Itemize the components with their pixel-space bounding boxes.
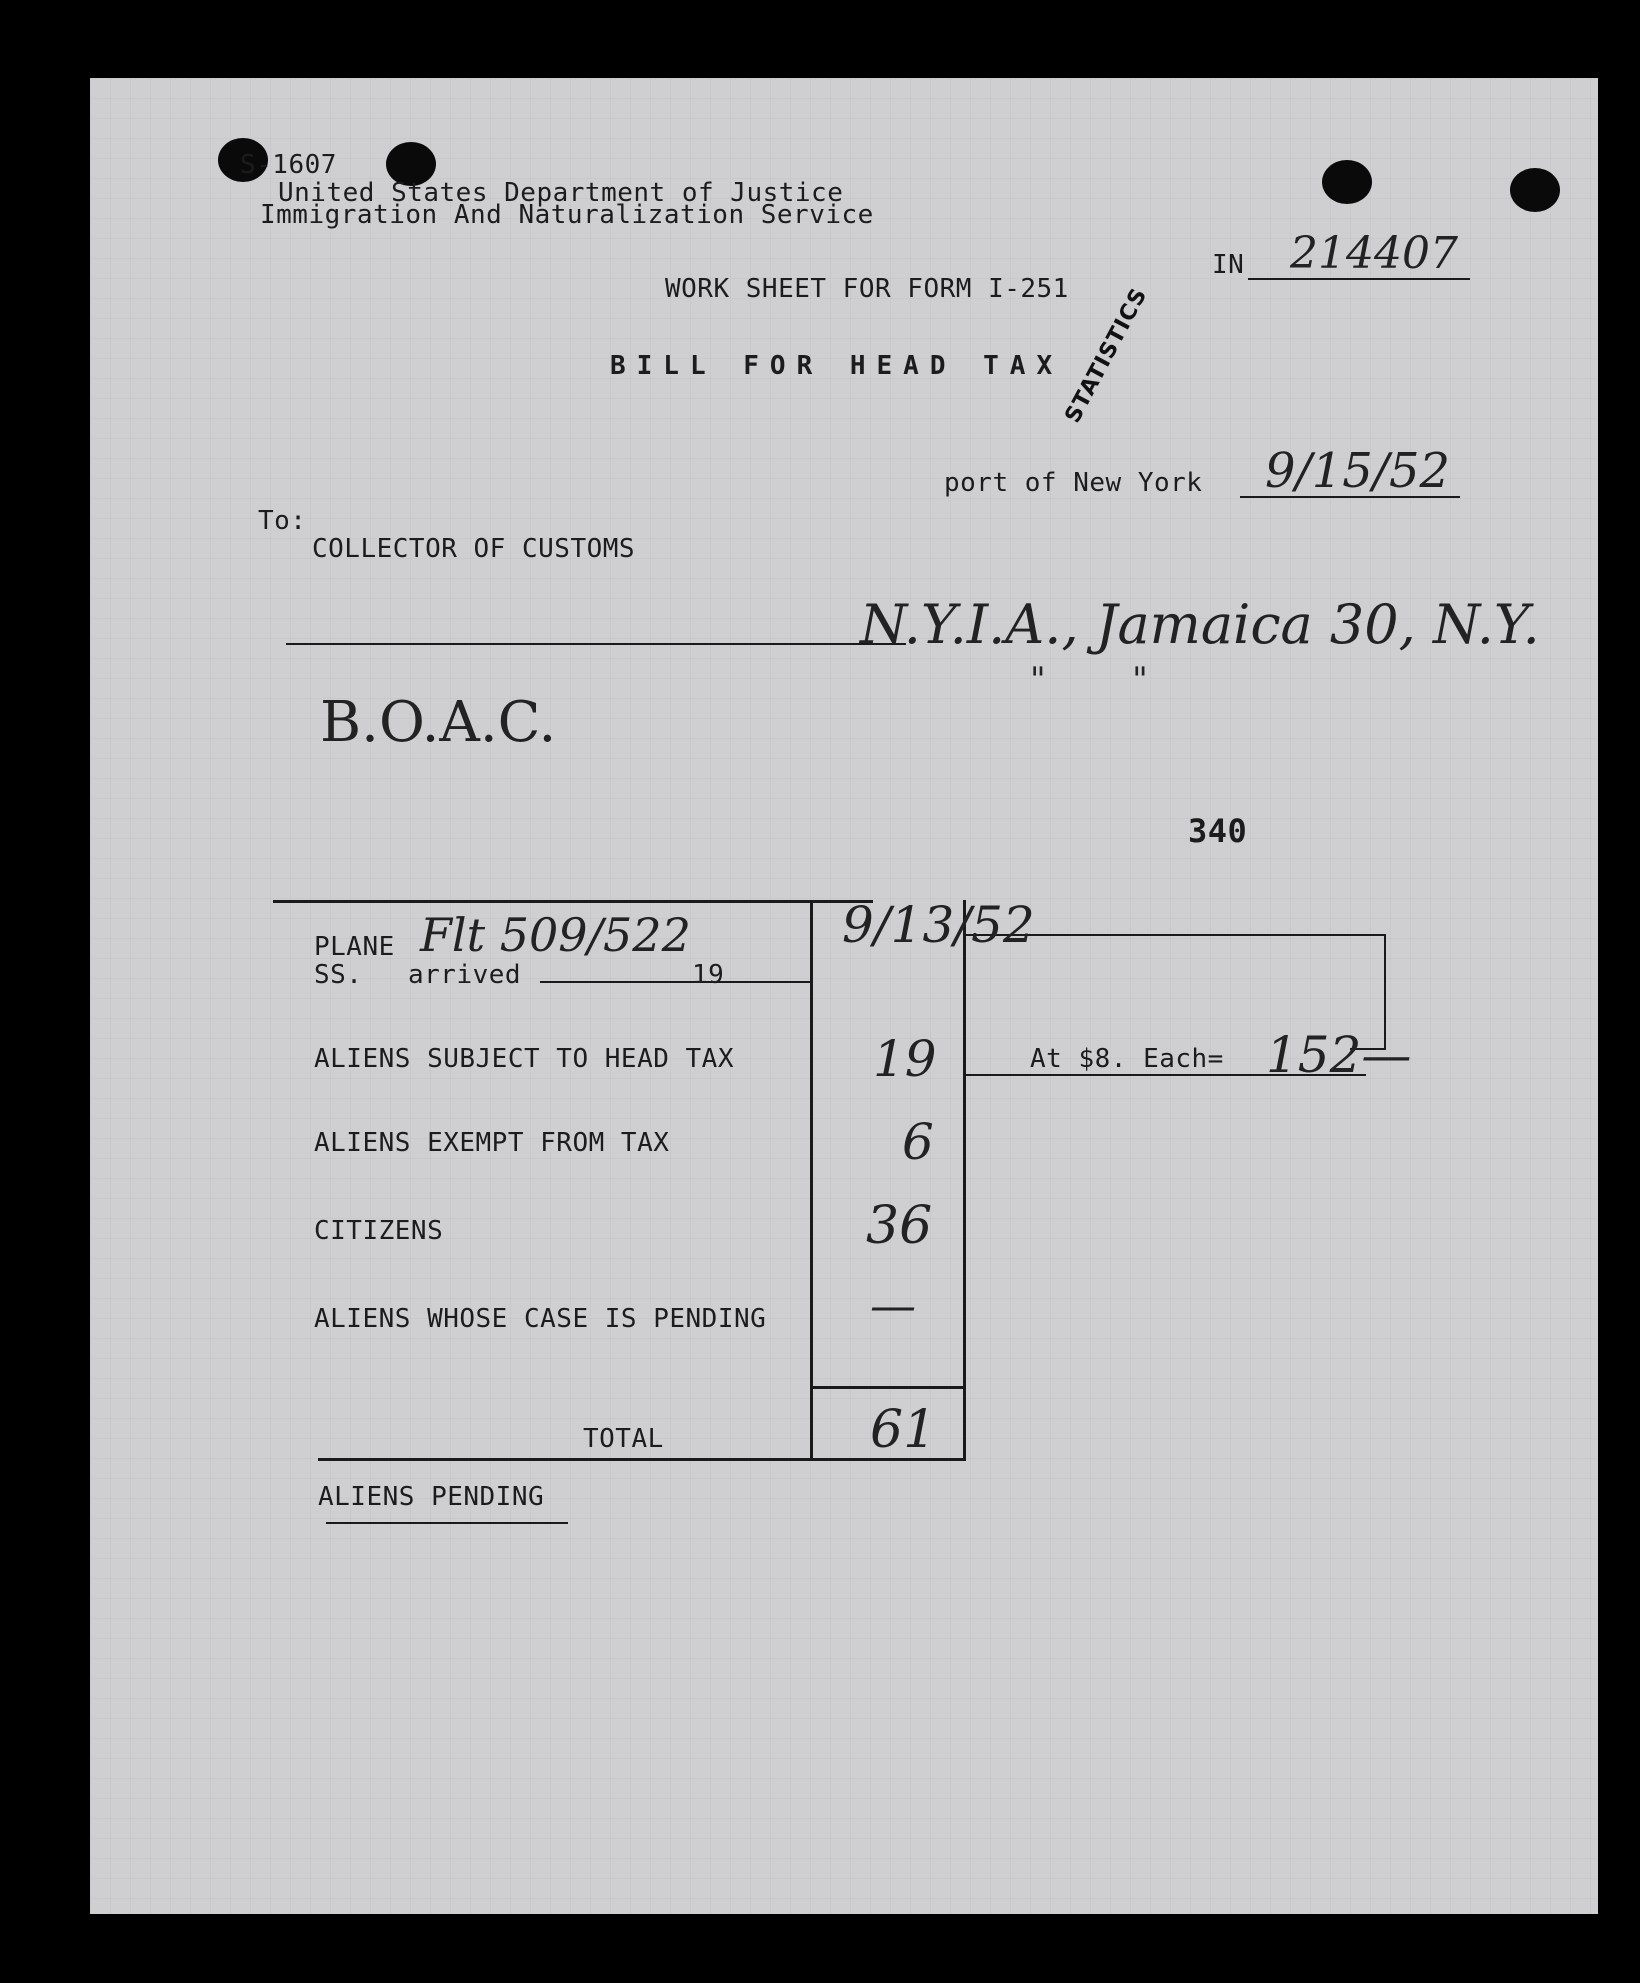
row-label-pending: ALIENS WHOSE CASE IS PENDING xyxy=(314,1304,767,1334)
row-value-pending: — xyxy=(870,1278,916,1332)
agency-line-1: United States Department of Justice xyxy=(278,178,844,208)
in-label: IN xyxy=(1212,250,1245,280)
addressee: COLLECTOR OF CUSTOMS xyxy=(312,534,636,564)
rate-total-handwritten: 152— xyxy=(1266,1026,1412,1084)
row-label-exempt: ALIENS EXEMPT FROM TAX xyxy=(314,1128,670,1158)
document-page xyxy=(90,78,1598,1914)
year-label: 19 xyxy=(692,960,725,990)
table-bottom-border xyxy=(318,1458,966,1461)
arrival-date-handwritten: 9/13/52 xyxy=(842,896,1035,954)
ss-label: SS. xyxy=(314,960,363,990)
total-value: 61 xyxy=(870,1400,937,1460)
row-value-citizens: 36 xyxy=(866,1196,933,1256)
table-right-col-border xyxy=(963,900,966,1460)
row-value-subject: 19 xyxy=(873,1030,937,1088)
table-top-border xyxy=(273,900,873,903)
arrived-label: arrived xyxy=(408,960,522,990)
address-line xyxy=(286,643,906,645)
flight-handwritten: Flt 509/522 xyxy=(420,908,691,962)
ditto-marks: " " xyxy=(1030,660,1148,700)
plane-label: PLANE xyxy=(314,932,395,962)
port-label: port of New York xyxy=(944,468,1203,498)
form-title: BILL FOR HEAD TAX xyxy=(610,351,1064,381)
location-handwritten: N.Y.I.A., Jamaica 30, N.Y. xyxy=(860,593,1540,656)
total-separator xyxy=(810,1386,966,1389)
worksheet-label: WORK SHEET FOR FORM I-251 xyxy=(665,274,1069,304)
row-label-subject: ALIENS SUBJECT TO HEAD TAX xyxy=(314,1044,734,1074)
carrier-handwritten: B.O.A.C. xyxy=(320,690,557,755)
agency-line-2: Immigration And Naturalization Service xyxy=(260,200,874,230)
form-code: S-1607 xyxy=(240,150,337,180)
plane-underline xyxy=(540,981,810,983)
total-label: TOTAL xyxy=(583,1424,664,1454)
port-date: 9/15/52 xyxy=(1265,443,1451,499)
rate-label: At $8. Each= xyxy=(1030,1044,1224,1074)
aliens-pending-label: ALIENS PENDING xyxy=(318,1482,545,1512)
in-number: 214407 xyxy=(1290,228,1458,279)
row-value-exempt: 6 xyxy=(902,1113,934,1171)
statistics-stamp: STATISTICS xyxy=(1060,283,1153,428)
to-label: To: xyxy=(258,506,307,536)
aliens-pending-underline xyxy=(326,1522,568,1524)
punch-hole xyxy=(1510,168,1560,212)
table-left-col-border xyxy=(810,900,813,1460)
punch-hole xyxy=(1322,160,1372,204)
sheet-number: 340 xyxy=(1188,812,1248,850)
row-label-citizens: CITIZENS xyxy=(314,1216,444,1246)
